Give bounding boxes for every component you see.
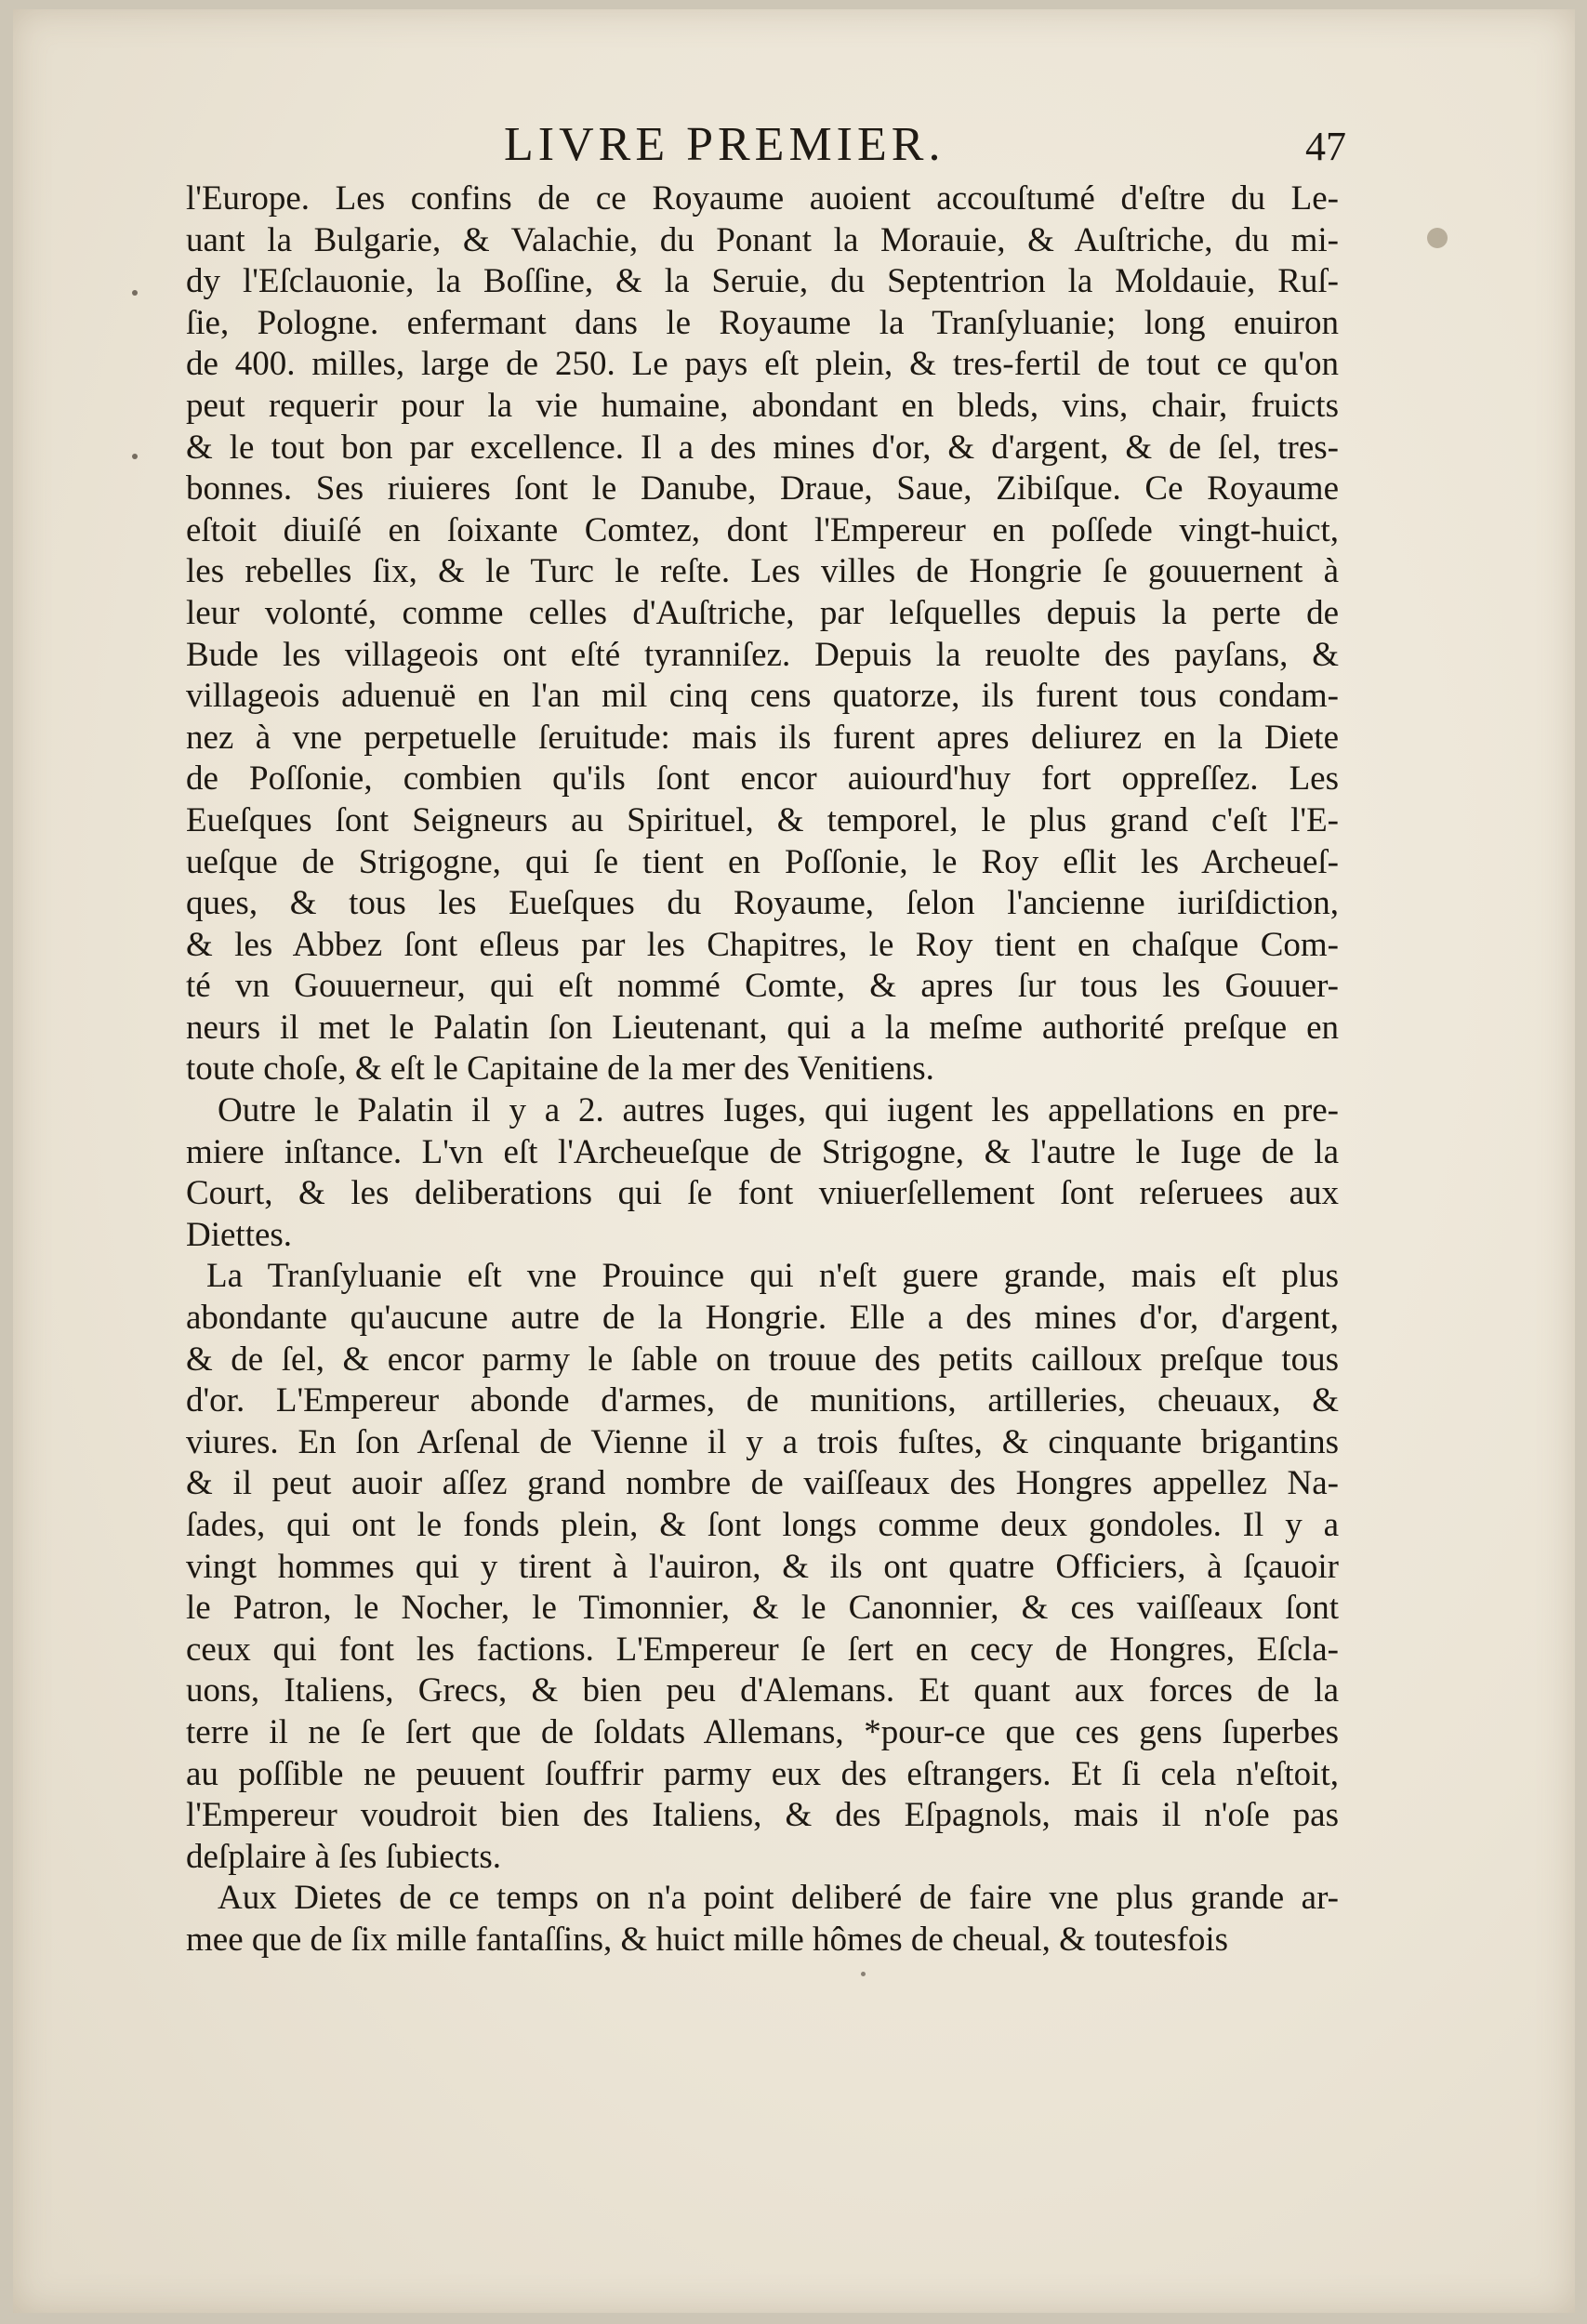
text-line: terre il ne ſe ſert que de ſoldats Allemans, *pour-ce que ces gens ſuperbes <box>186 1712 1339 1751</box>
text-line: ueſque de Strigogne, qui ſe tient en Poſſonie, le Roy eſlit les Archeueſ- <box>186 842 1339 881</box>
text-line: leur volonté, comme celles d'Auſtriche, par leſquelles depuis la perte de <box>186 593 1339 632</box>
book-page <box>13 9 1575 2313</box>
text-line: ſades, qui ont le fonds plein, & ſont longs comme deux gondoles. Il y a <box>186 1506 1339 1544</box>
text-line: de Poſſonie, combien qu'ils ſont encor auiourd'huy fort oppreſſez. Les <box>186 759 1339 799</box>
text-line: neurs il met le Palatin ſon Lieutenant, qui a la meſme authorité preſque en <box>186 1008 1339 1047</box>
text-line: villageois aduenuë en l'an mil cinq cens quatorze, ils furent tous condam- <box>186 677 1339 716</box>
text-line: eſtoit diuiſé en ſoixante Comtez, dont l'Empereur en poſſede vingt-huict, <box>186 510 1339 549</box>
body-text <box>186 178 1339 1961</box>
text-line: le Patron, le Nocher, le Timonnier, & le Canonnier, & ces vaiſſeaux ſont <box>186 1589 1339 1628</box>
text-line: La Tranſyluanie eſt vne Prouince qui n'eſt guere grande, mais eſt plus <box>206 1257 1339 1296</box>
text-line: uons, Italiens, Grecs, & bien peu d'Alemans. Et quant aux forces de la <box>186 1671 1339 1710</box>
text-line: dy l'Eſclauonie, la Boſſine, & la Seruie, du Septentrion la Moldauie, Ruſ- <box>186 262 1339 301</box>
text-line: viures. En ſon Arſenal de Vienne il y a trois fuſtes, & cinquante brigantins <box>186 1422 1339 1461</box>
text-line: l'Empereur voudroit bien des Italiens, & des Eſpagnols, mais il n'oſe pas <box>186 1796 1339 1835</box>
text-line: toute choſe, & eſt le Capitaine de la mer des Venitiens. <box>186 1050 934 1089</box>
text-line: & le tout bon par excellence. Il a des mines d'or, & d'argent, & de ſel, tres- <box>186 428 1339 467</box>
text-line: d'or. L'Empereur abonde d'armes, de munitions, artilleries, cheuaux, & <box>186 1381 1339 1420</box>
text-line: miere inſtance. L'vn eſt l'Archeueſque de Strigogne, & l'autre le Iuge de la <box>186 1132 1339 1171</box>
text-line: vingt hommes qui y tirent à l'auiron, & ils ont quatre Officiers, à ſçauoir <box>186 1547 1339 1586</box>
text-line: nez à vne perpetuelle ſeruitude: mais ils furent apres deliurez en la Diete <box>186 718 1339 757</box>
text-line: Bude les villageois ont eſté tyranniſez. Depuis la reuolte des payſans, & <box>186 635 1339 674</box>
text-line: & il peut auoir aſſez grand nombre de vaiſſeaux des Hongres appellez Na- <box>186 1464 1339 1503</box>
running-title: LIVRE PREMIER. <box>504 118 946 171</box>
text-line: Outre le Palatin il y a 2. autres Iuges, qui iugent les appellations en pre- <box>218 1091 1339 1130</box>
text-line: Court, & les deliberations qui ſe font vniuerſellement ſont reſeruees aux <box>186 1174 1339 1213</box>
text-line: l'Europe. Les confins de ce Royaume auoient accouſtumé d'eſtre du Le- <box>186 179 1339 218</box>
text-line: ſie, Pologne. enfermant dans le Royaume la Tranſyluanie; long enuiron <box>186 303 1339 342</box>
text-line: peut requerir pour la vie humaine, abondant en bleds, vins, chair, fruicts <box>186 386 1339 425</box>
text-line: les rebelles ſix, & le Turc le reſte. Les villes de Hongrie ſe gouuernent à <box>186 552 1339 591</box>
text-line: ceux qui font les factions. L'Empereur ſe ſert en cecy de Hongres, Eſcla- <box>186 1630 1339 1669</box>
page-number: 47 <box>1305 124 1346 169</box>
text-line: bonnes. Ses riuieres ſont le Danube, Draue, Saue, Zibiſque. Ce Royaume <box>186 469 1339 508</box>
text-line: uant la Bulgarie, & Valachie, du Ponant la Morauie, & Auſtriche, du mi- <box>186 220 1339 259</box>
text-line: & les Abbez ſont eſleus par les Chapitres, le Roy tient en chaſque Com- <box>186 925 1339 964</box>
text-line: Aux Dietes de ce temps on n'a point deliberé de faire vne plus grande ar- <box>218 1879 1339 1918</box>
text-line: & de ſel, & encor parmy le ſable on trouue des petits cailloux preſque tous <box>186 1340 1339 1379</box>
text-line: au poſſible ne peuuent ſouffrir parmy eux des eſtrangers. Et ſi cela n'eſtoit, <box>186 1754 1339 1793</box>
text-line: abondante qu'aucune autre de la Hongrie. Elle a des mines d'or, d'argent, <box>186 1299 1339 1338</box>
page-header <box>13 110 1575 175</box>
text-line: ques, & tous les Eueſques du Royaume, ſelon l'ancienne iuriſdiction, <box>186 884 1339 923</box>
text-line: mee que de ſix mille fantaſſins, & huict mille hômes de cheual, & toutesfois <box>186 1920 1229 1959</box>
text-line: deſplaire à ſes ſubiects. <box>186 1837 502 1876</box>
text-line: Diettes. <box>186 1215 293 1254</box>
text-line: Eueſques ſont Seigneurs au Spirituel, & temporel, le plus grand c'eſt l'E- <box>186 800 1339 839</box>
text-line: té vn Gouuerneur, qui eſt nommé Comte, & apres ſur tous les Gouuer- <box>186 967 1339 1006</box>
text-line: de 400. milles, large de 250. Le pays eſt plein, & tres-fertil de tout ce qu'on <box>186 345 1339 384</box>
